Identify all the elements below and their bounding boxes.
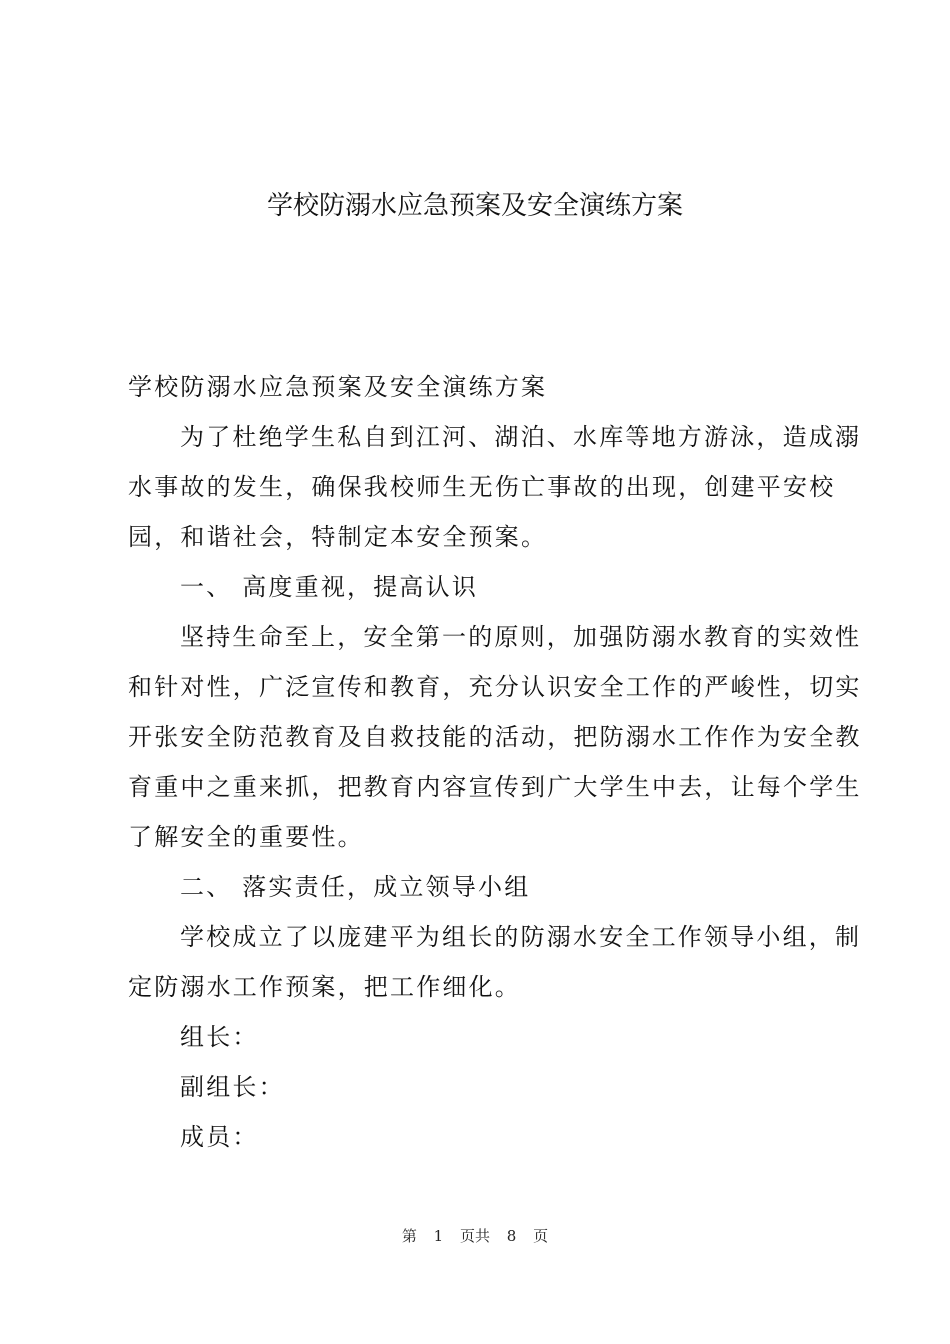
- section-heading: 一、 高度重视，提高认识: [180, 573, 479, 601]
- group-leader-field: 组长：: [180, 1023, 259, 1051]
- current-page-number: 1: [433, 1227, 444, 1245]
- deputy-leader-field: 副组长：: [180, 1073, 285, 1101]
- body-line: 开张安全防范教育及自救技能的活动，把防溺水工作作为安全教: [128, 723, 862, 751]
- section-heading: 二、 落实责任，成立领导小组: [180, 873, 531, 901]
- body-line: 坚持生命至上，安全第一的原则，加强防溺水教育的实效性: [180, 623, 862, 651]
- body-line: 育重中之重来抓，把教育内容宣传到广大学生中去，让每个学生: [128, 773, 862, 801]
- document-body: [128, 362, 862, 1162]
- footer-prefix: 第: [401, 1227, 417, 1245]
- members-field: 成员：: [180, 1123, 259, 1151]
- body-line: 和针对性，广泛宣传和教育，充分认识安全工作的严峻性，切实: [128, 673, 862, 701]
- body-line: 定防溺水工作预案，把工作细化。: [128, 973, 521, 1001]
- body-line: 为了杜绝学生私自到江河、湖泊、水库等地方游泳，造成溺: [180, 423, 862, 451]
- document-title: 学校防溺水应急预案及安全演练方案: [266, 191, 683, 221]
- page-footer: [0, 1224, 950, 1248]
- body-line: 园，和谐社会，特制定本安全预案。: [128, 523, 548, 551]
- footer-middle: 页共: [459, 1227, 490, 1245]
- body-line: 了解安全的重要性。: [128, 823, 364, 851]
- total-page-number: 8: [506, 1227, 517, 1245]
- footer-suffix: 页: [533, 1227, 549, 1245]
- body-line: 学校成立了以庞建平为组长的防溺水安全工作领导小组，制: [180, 923, 862, 951]
- body-line: 学校防溺水应急预案及安全演练方案: [128, 373, 548, 401]
- body-line: 水事故的发生，确保我校师生无伤亡事故的出现，创建平安校: [128, 473, 836, 501]
